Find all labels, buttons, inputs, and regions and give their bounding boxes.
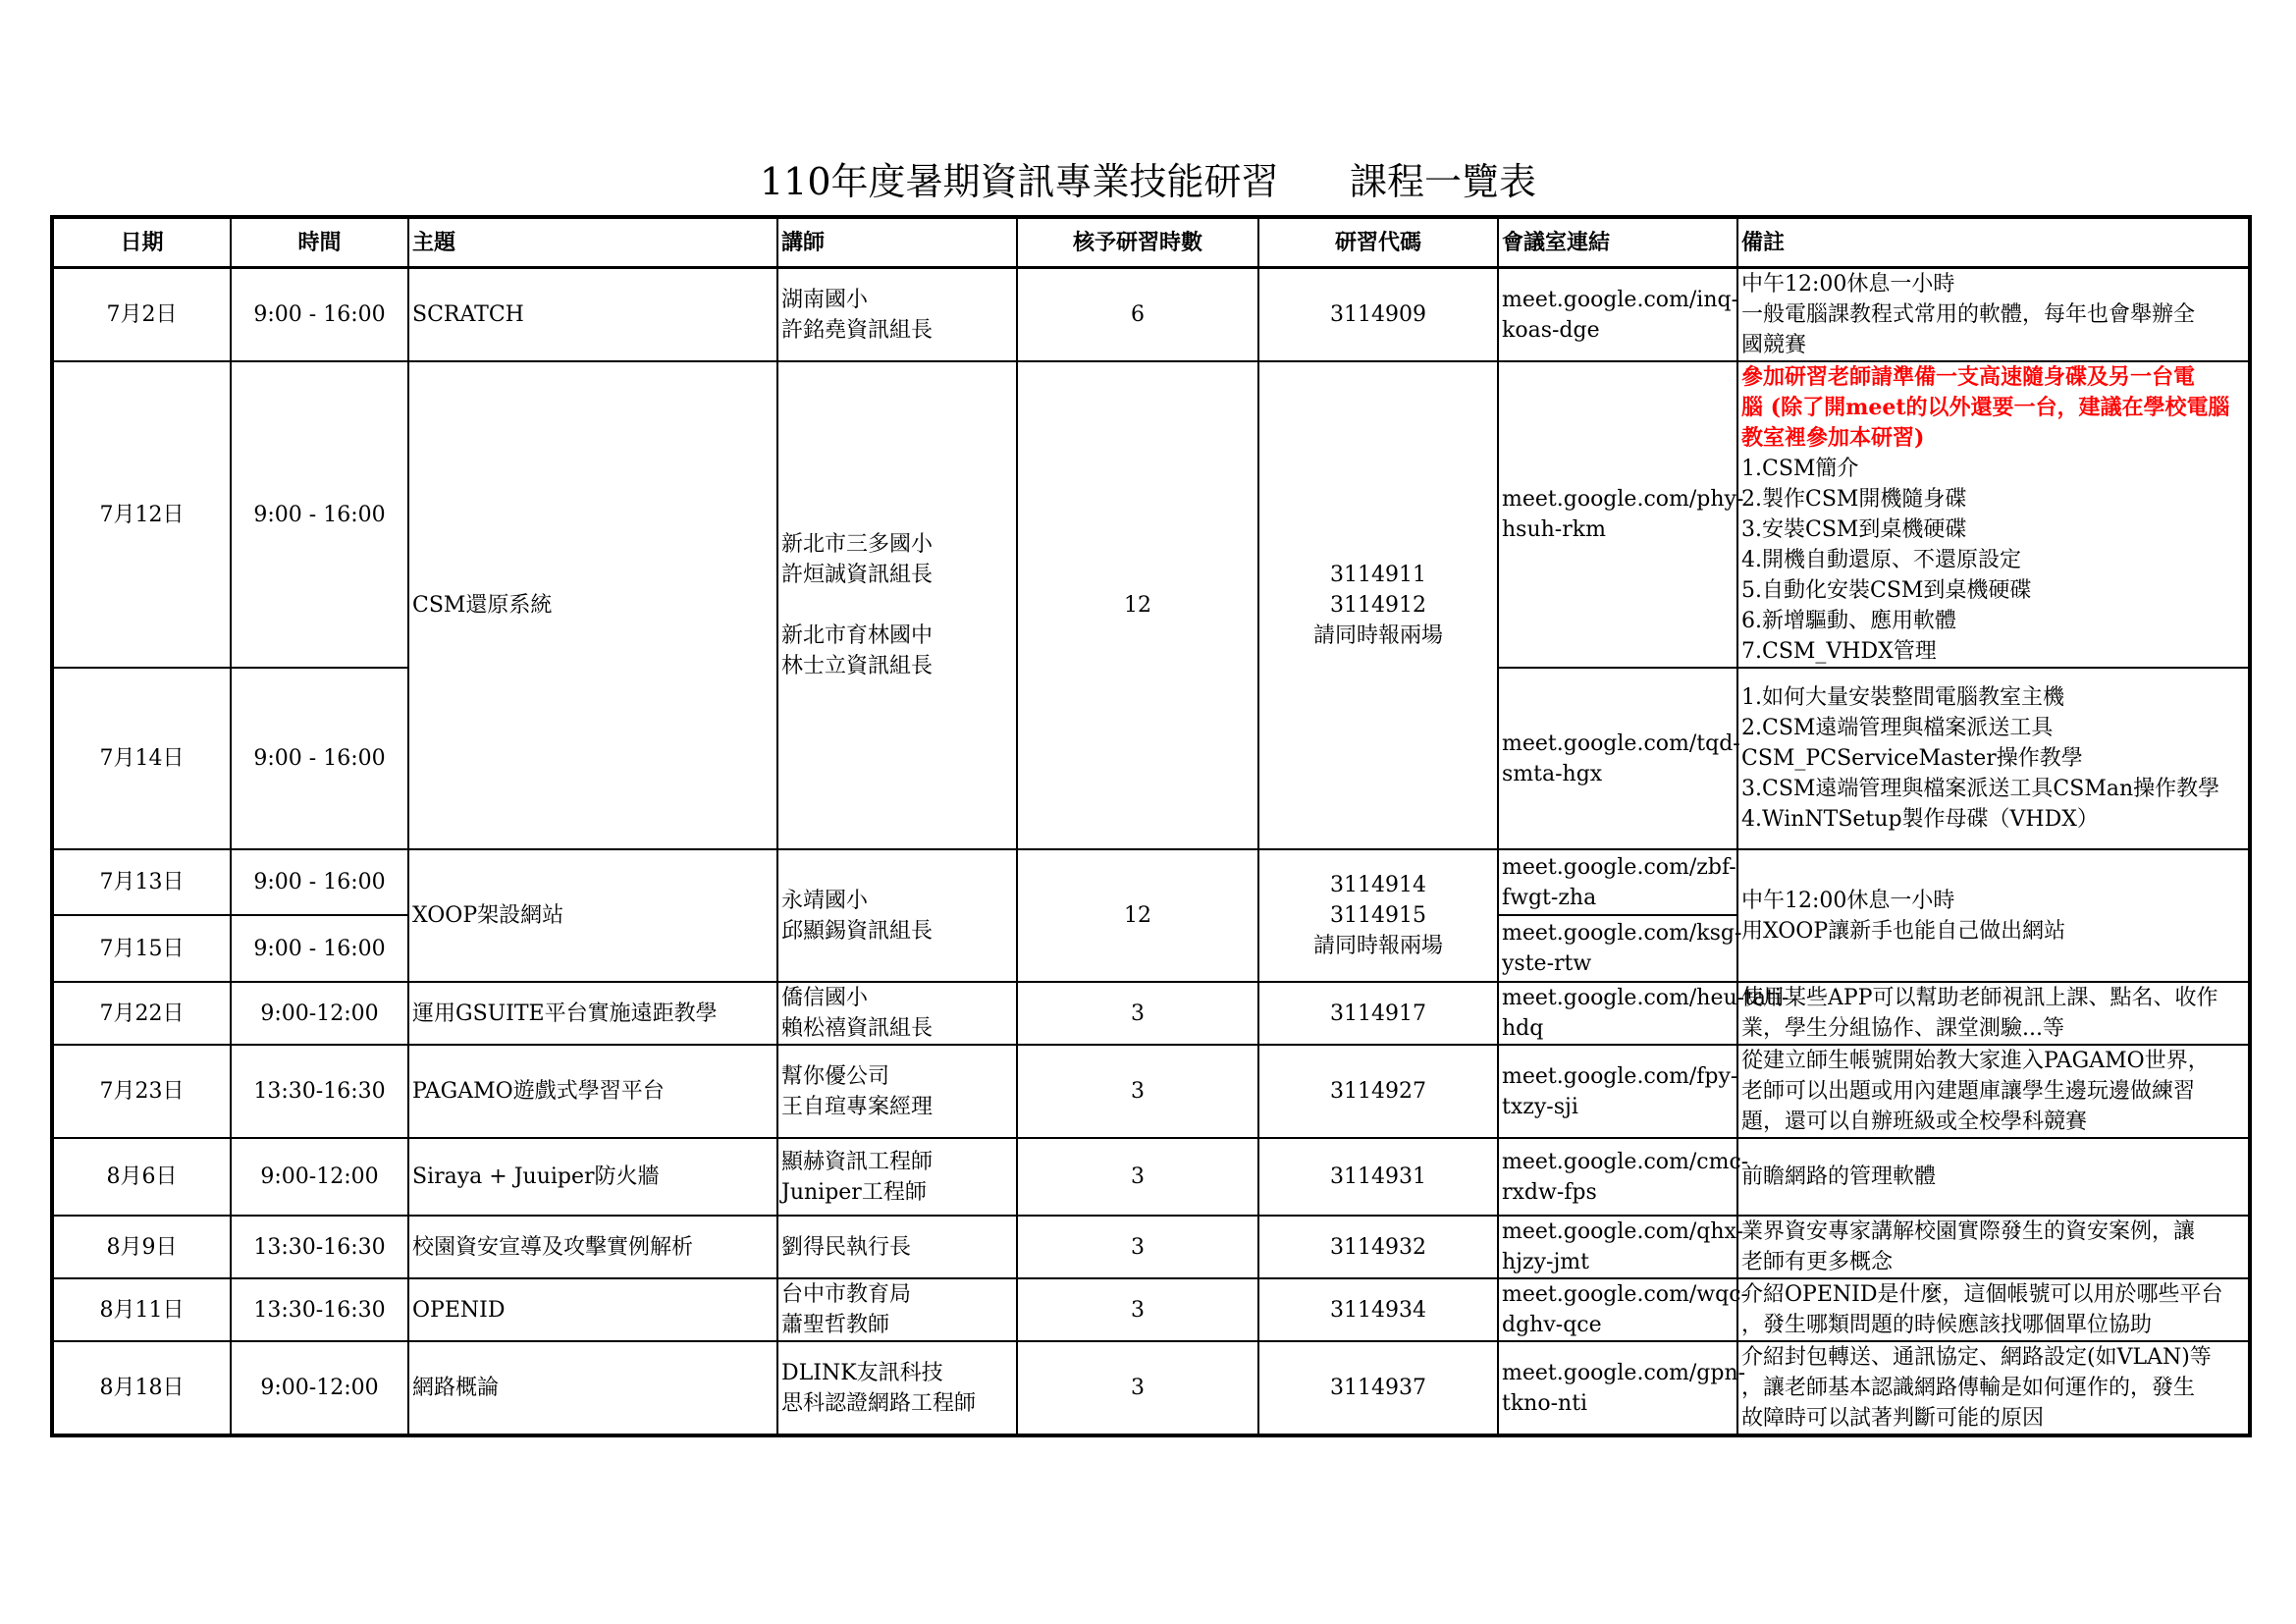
header-note: 備註 [1737, 217, 2250, 268]
meeting-link[interactable]: meet.google.com/wqc- dghv-qce [1498, 1278, 1737, 1341]
meeting-link[interactable]: meet.google.com/tqd- smta-hgx [1498, 668, 1737, 849]
date-cell: 7月23日 [52, 1045, 231, 1138]
time-cell: 13:30-16:30 [231, 1278, 408, 1341]
teacher-cell: 僑信國小 賴松禧資訊組長 [777, 982, 1017, 1045]
hours-cell: 3 [1017, 1278, 1258, 1341]
date-cell: 7月14日 [52, 668, 231, 849]
code-cell: 3114932 [1258, 1216, 1498, 1278]
header-code: 研習代碼 [1258, 217, 1498, 268]
topic-cell: SCRATCH [408, 268, 777, 362]
topic-cell: PAGAMO遊戲式學習平台 [408, 1045, 777, 1138]
teacher-cell: 永靖國小 邱顯錫資訊組長 [777, 849, 1017, 982]
header-date: 日期 [52, 217, 231, 268]
table-row [52, 361, 2250, 668]
note-cell: 介紹OPENID是什麼，這個帳號可以用於哪些平台 ，發生哪類問題的時候應該找哪個單位協助 [1737, 1278, 2250, 1341]
table-row [52, 849, 2250, 915]
meeting-link[interactable]: meet.google.com/gpn- tkno-nti [1498, 1341, 1737, 1435]
time-cell: 9:00-12:00 [231, 1138, 408, 1216]
teacher-cell: 台中市教育局 蕭聖哲教師 [777, 1278, 1017, 1341]
topic-cell: CSM還原系統 [408, 361, 777, 849]
code-cell: 3114909 [1258, 268, 1498, 362]
table-row [52, 1216, 2250, 1278]
title-main: 110年度暑期資訊專業技能研習 [759, 160, 1279, 203]
header-link: 會議室連結 [1498, 217, 1737, 268]
topic-cell: 校園資安宣導及攻擊實例解析 [408, 1216, 777, 1278]
hours-cell: 6 [1017, 268, 1258, 362]
meeting-link[interactable]: meet.google.com/inq- koas-dge [1498, 268, 1737, 362]
note-cell: 業界資安專家講解校園實際發生的資安案例，讓 老師有更多概念 [1737, 1216, 2250, 1278]
meeting-link[interactable]: meet.google.com/ksg- yste-rtw [1498, 915, 1737, 982]
topic-cell: OPENID [408, 1278, 777, 1341]
date-cell: 8月9日 [52, 1216, 231, 1278]
code-cell: 3114911 3114912 請同時報兩場 [1258, 361, 1498, 849]
date-cell: 7月13日 [52, 849, 231, 915]
course-schedule-table [50, 215, 2252, 1437]
header-hours: 核予研習時數 [1017, 217, 1258, 268]
date-cell: 7月15日 [52, 915, 231, 982]
date-cell: 8月18日 [52, 1341, 231, 1435]
code-cell: 3114931 [1258, 1138, 1498, 1216]
time-cell: 9:00 - 16:00 [231, 268, 408, 362]
note-cell: 前瞻網路的管理軟體 [1737, 1138, 2250, 1216]
page-title [0, 157, 2296, 206]
code-cell: 3114927 [1258, 1045, 1498, 1138]
hours-cell: 3 [1017, 1341, 1258, 1435]
meeting-link[interactable]: meet.google.com/cmc- rxdw-fps [1498, 1138, 1737, 1216]
meeting-link[interactable]: meet.google.com/qhx- hjzy-jmt [1498, 1216, 1737, 1278]
table-row [52, 1341, 2250, 1435]
date-cell: 7月12日 [52, 361, 231, 668]
meeting-link[interactable]: meet.google.com/phy- hsuh-rkm [1498, 361, 1737, 668]
code-cell: 3114914 3114915 請同時報兩場 [1258, 849, 1498, 982]
note-cell: 使用某些APP可以幫助老師視訊上課、點名、收作 業，學生分組協作、課堂測驗...等 [1737, 982, 2250, 1045]
table-row [52, 268, 2250, 362]
note-cell: 從建立師生帳號開始教大家進入PAGAMO世界， 老師可以出題或用內建題庫讓學生邊玩邊做練習 題，還可以自辦班級或全校學科競賽 [1737, 1045, 2250, 1138]
time-cell: 13:30-16:30 [231, 1216, 408, 1278]
time-cell: 9:00 - 16:00 [231, 668, 408, 849]
teacher-cell: 幫你優公司 王自瑄專案經理 [777, 1045, 1017, 1138]
table-row [52, 1045, 2250, 1138]
table-row [52, 1278, 2250, 1341]
date-cell: 7月2日 [52, 268, 231, 362]
note-cell: 中午12:00休息一小時 用XOOP讓新手也能自己做出網站 [1737, 849, 2250, 982]
topic-cell: Siraya + Juuiper防火牆 [408, 1138, 777, 1216]
date-cell: 8月11日 [52, 1278, 231, 1341]
meeting-link[interactable]: meet.google.com/fpy- txzy-sji [1498, 1045, 1737, 1138]
time-cell: 9:00-12:00 [231, 1341, 408, 1435]
hours-cell: 12 [1017, 849, 1258, 982]
teacher-cell: 湖南國小 許銘堯資訊組長 [777, 268, 1017, 362]
hours-cell: 3 [1017, 1138, 1258, 1216]
time-cell: 9:00 - 16:00 [231, 361, 408, 668]
date-cell: 8月6日 [52, 1138, 231, 1216]
time-cell: 9:00-12:00 [231, 982, 408, 1045]
title-sub: 課程一覽表 [1350, 160, 1537, 203]
hours-cell: 3 [1017, 1216, 1258, 1278]
time-cell: 9:00 - 16:00 [231, 849, 408, 915]
date-cell: 7月22日 [52, 982, 231, 1045]
header-time: 時間 [231, 217, 408, 268]
header-teacher: 講師 [777, 217, 1017, 268]
hours-cell: 12 [1017, 361, 1258, 849]
time-cell: 9:00 - 16:00 [231, 915, 408, 982]
topic-cell: XOOP架設網站 [408, 849, 777, 982]
teacher-cell: 新北市三多國小 許烜誠資訊組長 新北市育林國中 林士立資訊組長 [777, 361, 1017, 849]
header-topic: 主題 [408, 217, 777, 268]
teacher-cell: 劉得民執行長 [777, 1216, 1017, 1278]
teacher-cell: DLINK友訊科技 思科認證網路工程師 [777, 1341, 1017, 1435]
note-cell: 介紹封包轉送、通訊協定、網路設定(如VLAN)等 ，讓老師基本認識網路傳輸是如何運作的，發生 故障時可以試著判斷可能的原因 [1737, 1341, 2250, 1435]
topic-cell: 運用GSUITE平台實施遠距教學 [408, 982, 777, 1045]
meeting-link[interactable]: meet.google.com/heu-tati- hdq [1498, 982, 1737, 1045]
hours-cell: 3 [1017, 982, 1258, 1045]
code-cell: 3114934 [1258, 1278, 1498, 1341]
table-row [52, 1138, 2250, 1216]
note-cell: 中午12:00休息一小時 一般電腦課教程式常用的軟體，每年也會舉辦全 國競賽 [1737, 268, 2250, 362]
header-row [52, 217, 2250, 268]
teacher-cell: 顯赫資訊工程師 Juniper工程師 [777, 1138, 1017, 1216]
note-cell: 1.如何大量安裝整間電腦教室主機 2.CSM遠端管理與檔案派送工具 CSM_PCServiceMaster操作教學 3.CSM遠端管理與檔案派送工具CSMan操作教學 4.WinNTSetup製作母碟（VHDX） [1737, 668, 2250, 849]
topic-cell: 網路概論 [408, 1341, 777, 1435]
hours-cell: 3 [1017, 1045, 1258, 1138]
code-cell: 3114917 [1258, 982, 1498, 1045]
table-row [52, 982, 2250, 1045]
note-cell: 參加研習老師請準備一支高速隨身碟及另一台電 腦 (除了開meet的以外還要一台，建議在學校電腦 教室裡參加本研習) 1.CSM簡介 2.製作CSM開機隨身碟 3.安裝CSM到桌機硬碟 4.開機自動還原、不還原設定 5.自動化安裝CSM到桌機硬碟 6.新增驅動、應用軟體 7.CSM_VHDX管理 [1737, 361, 2250, 668]
meeting-link[interactable]: meet.google.com/zbf- fwgt-zha [1498, 849, 1737, 915]
code-cell: 3114937 [1258, 1341, 1498, 1435]
time-cell: 13:30-16:30 [231, 1045, 408, 1138]
